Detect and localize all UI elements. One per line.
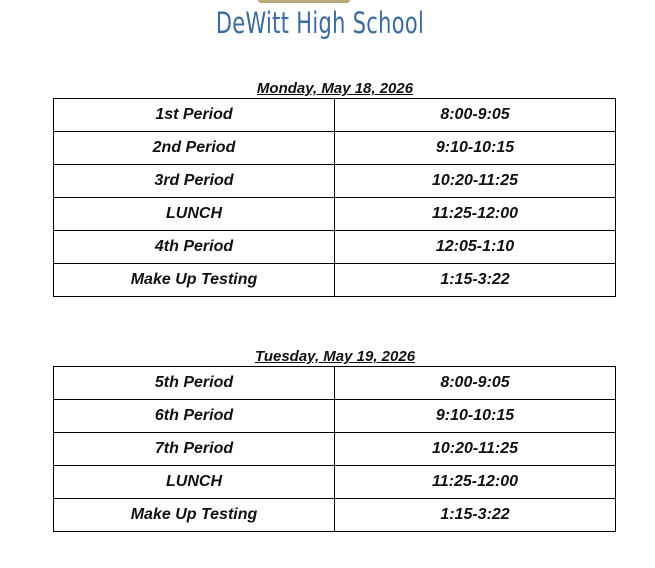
- table-row: [54, 264, 616, 297]
- table-row: [54, 400, 616, 433]
- period-cell: Make Up Testing: [54, 499, 335, 532]
- period-cell: 1st Period: [54, 99, 335, 132]
- time-cell: 12:05-1:10: [335, 231, 616, 264]
- time-cell: 11:25-12:00: [335, 466, 616, 499]
- period-cell: 6th Period: [54, 400, 335, 433]
- time-cell: 8:00-9:05: [335, 99, 616, 132]
- time-cell: 1:15-3:22: [335, 264, 616, 297]
- time-cell: 8:00-9:05: [335, 367, 616, 400]
- period-cell: 3rd Period: [54, 165, 335, 198]
- period-cell: 5th Period: [54, 367, 335, 400]
- table-row: [54, 132, 616, 165]
- table-row: [54, 165, 616, 198]
- day-heading-monday: Monday, May 18, 2026: [256, 80, 414, 97]
- schedule-table-monday: [53, 98, 616, 297]
- school-logo: [258, 0, 350, 3]
- school-name: DeWitt High School: [215, 6, 425, 40]
- table-row: [54, 367, 616, 400]
- period-cell: 7th Period: [54, 433, 335, 466]
- period-cell: LUNCH: [54, 198, 335, 231]
- time-cell: 10:20-11:25: [335, 165, 616, 198]
- period-cell: Make Up Testing: [54, 264, 335, 297]
- period-cell: 4th Period: [54, 231, 335, 264]
- time-cell: 10:20-11:25: [335, 433, 616, 466]
- time-cell: 9:10-10:15: [335, 132, 616, 165]
- table-row: [54, 231, 616, 264]
- period-cell: LUNCH: [54, 466, 335, 499]
- time-cell: 1:15-3:22: [335, 499, 616, 532]
- table-row: [54, 433, 616, 466]
- time-cell: 11:25-12:00: [335, 198, 616, 231]
- table-row: [54, 198, 616, 231]
- day-heading-tuesday: Tuesday, May 19, 2026: [254, 348, 416, 365]
- schedule-table-tuesday: [53, 366, 616, 532]
- table-row: [54, 499, 616, 532]
- table-row: [54, 99, 616, 132]
- table-row: [54, 466, 616, 499]
- period-cell: 2nd Period: [54, 132, 335, 165]
- time-cell: 9:10-10:15: [335, 400, 616, 433]
